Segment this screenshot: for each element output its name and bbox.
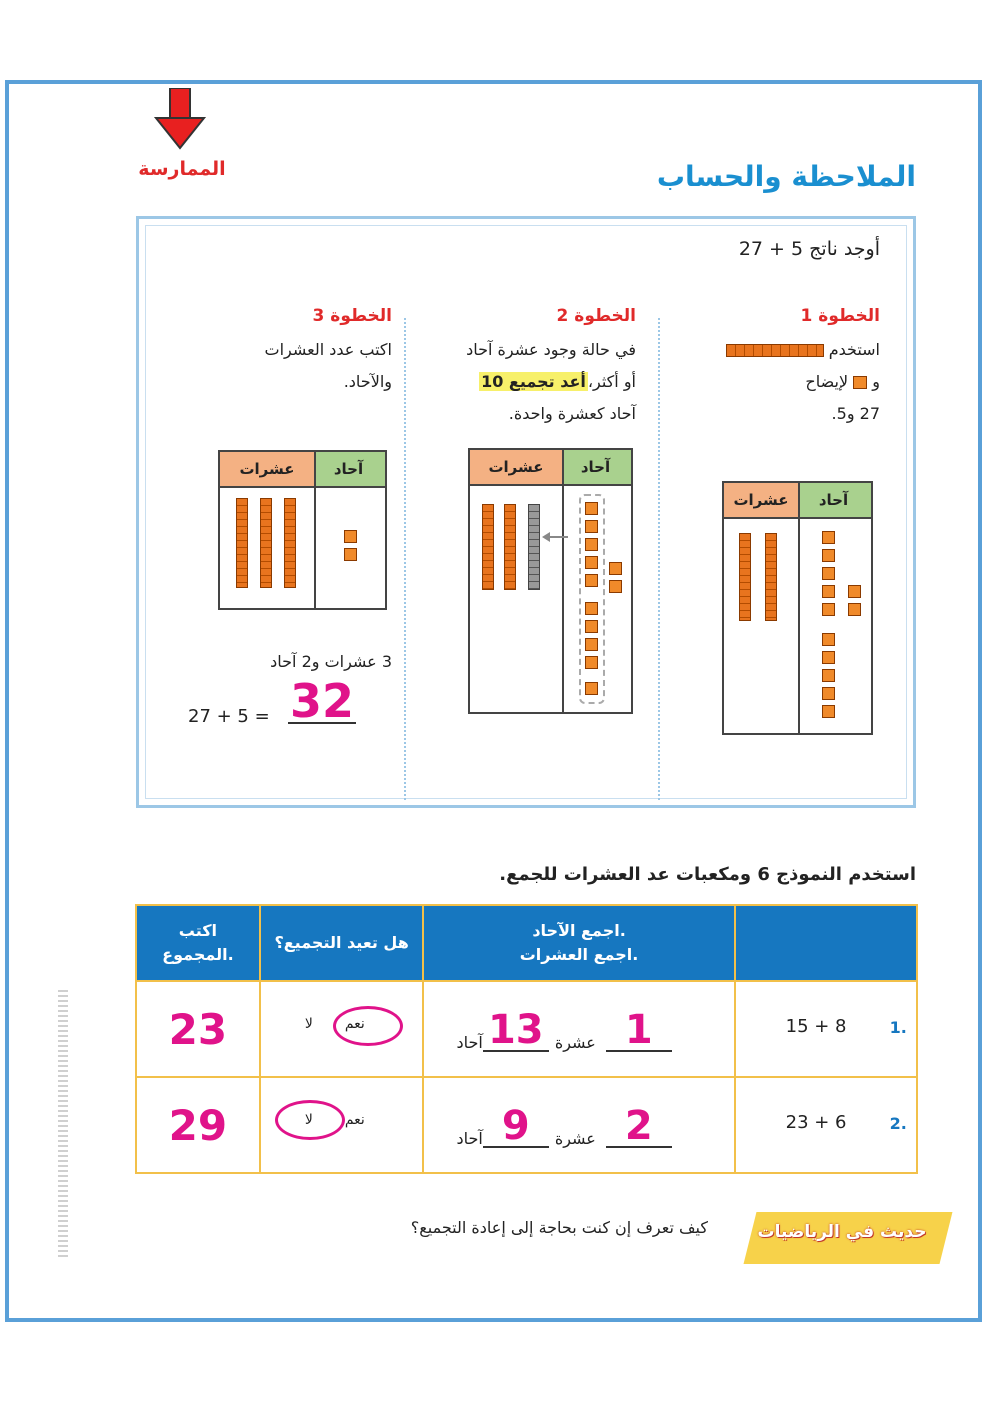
regroup-fill: آحاد 13 عشرة 1 (456, 1010, 716, 1052)
table-row (136, 981, 917, 1077)
place-value-chart-step3: آحاد عشرات (218, 450, 387, 610)
regroup-cell[interactable]: لا نعم (260, 981, 424, 1077)
talk-math-label: حديث في الرياضيات (757, 1222, 927, 1242)
col-problem (735, 905, 917, 981)
vertical-credit-line (58, 990, 68, 1260)
ten-rod (236, 498, 248, 588)
col-add: اجمع الآحاد. اجمع العشرات. (423, 905, 734, 981)
step-divider (658, 318, 660, 800)
selected-circle (333, 1006, 403, 1046)
table-row (136, 1077, 917, 1173)
selected-circle (275, 1100, 345, 1140)
ones-answer: 9 (483, 1106, 549, 1148)
place-value-chart-step2: آحاد عشرات (468, 448, 633, 714)
ten-rod (482, 504, 494, 590)
regroup-fill: آحاد 9 عشرة 2 (456, 1106, 716, 1148)
step2-text: في حالة وجود عشرة آحاد أو أكثر،أعد تجميع 10 آحاد كعشرة واحدة. (466, 340, 636, 423)
problem-number: 1. (889, 1018, 907, 1037)
step3-text: اكتب عدد العشرات والآحاد. (264, 340, 392, 391)
step3-answer: 32 (289, 674, 354, 728)
problem-expression: 23 + 6 (785, 1112, 847, 1133)
ten-rod (739, 533, 751, 621)
ten-rod (504, 504, 516, 590)
ten-rod (260, 498, 272, 588)
section-title: الملاحظة والحساب (656, 160, 916, 193)
ten-rod-icon (726, 344, 824, 357)
arrow-left-icon (542, 530, 570, 544)
practice-label: الممارسة (138, 158, 226, 180)
arrow-down-icon (152, 88, 208, 150)
unit-cube-icon (853, 376, 867, 389)
exercise-table (135, 904, 918, 1174)
exercise-instruction: استخدم النموذج 6 ومكعبات عد العشرات للجمع. (499, 864, 916, 885)
ten-rod (765, 533, 777, 621)
step3-title: الخطوة 3 (312, 306, 392, 326)
step3-result: 3 عشرات و2 آحاد (270, 652, 392, 671)
sum-answer: 29 (168, 1100, 228, 1150)
tens-answer: 2 (606, 1106, 672, 1148)
step3-equation: 27 + 5 = (188, 706, 270, 727)
sum-answer: 23 (168, 1004, 228, 1054)
problem-statement: أوجد ناتج 5 + 27 (738, 238, 880, 260)
col-regroup: هل تعيد التجميع؟ (260, 905, 424, 981)
step2-title: الخطوة 2 (556, 306, 636, 326)
col-write-sum: اكتب المجموع. (136, 905, 260, 981)
tens-answer: 1 (606, 1010, 672, 1052)
problem-number: 2. (889, 1114, 907, 1133)
ones-answer: 13 (483, 1010, 549, 1052)
ten-rod (284, 498, 296, 588)
step1-text: استخدم و لإيضاح 27 و5. (680, 334, 880, 430)
talk-math-question: كيف تعرف إن كنت بحاجة إلى إعادة التجميع؟ (410, 1218, 708, 1237)
problem-expression: 15 + 8 (785, 1016, 847, 1037)
table-header-row (136, 905, 917, 981)
step1-title: الخطوة 1 (800, 306, 880, 326)
new-ten-rod (528, 504, 540, 590)
place-value-chart-step1: آحاد عشرات (722, 481, 873, 735)
regroup-cell[interactable]: لا نعم (260, 1077, 424, 1173)
